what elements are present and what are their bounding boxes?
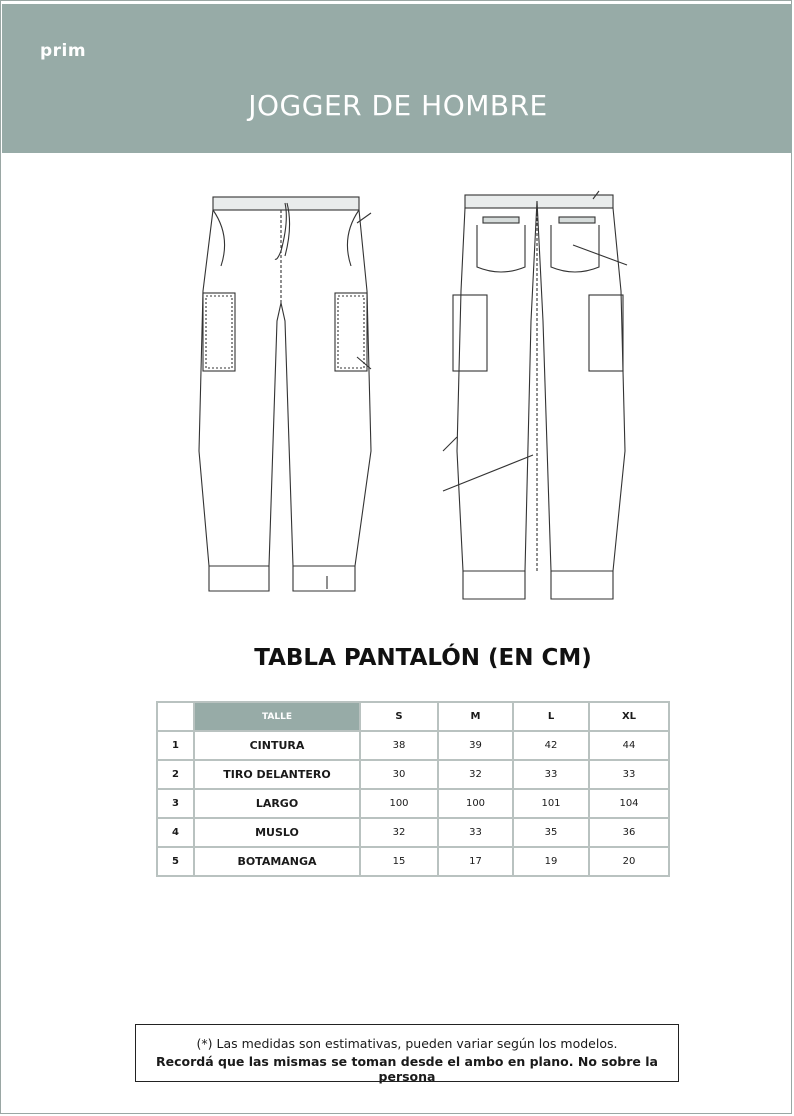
page-title: JOGGER DE HOMBRE — [248, 89, 548, 122]
table-row — [157, 847, 669, 876]
table-cell: 36 — [589, 818, 669, 847]
table-header-cell: M — [438, 702, 513, 731]
table-header-cell: L — [513, 702, 589, 731]
row-number: 3 — [157, 789, 194, 818]
table-row — [157, 760, 669, 789]
row-number: 4 — [157, 818, 194, 847]
row-measure: BOTAMANGA — [194, 847, 360, 876]
table-header-cell: S — [360, 702, 438, 731]
table-row — [157, 818, 669, 847]
row-measure: CINTURA — [194, 731, 360, 760]
table-cell: 32 — [360, 818, 438, 847]
table-cell: 44 — [589, 731, 669, 760]
table-cell: 15 — [360, 847, 438, 876]
header-banner — [2, 4, 792, 153]
brand-logo: prim — [40, 41, 87, 61]
table-cell: 35 — [513, 818, 589, 847]
table-cell: 20 — [589, 847, 669, 876]
table-cell: 33 — [438, 818, 513, 847]
back-view-drawing — [443, 191, 627, 599]
table-cell: 100 — [360, 789, 438, 818]
front-view-drawing — [199, 197, 371, 591]
row-number: 5 — [157, 847, 194, 876]
table-cell: 38 — [360, 731, 438, 760]
table-cell: 33 — [589, 760, 669, 789]
size-table — [156, 701, 670, 877]
table-header-cell: XL — [589, 702, 669, 731]
table-cell: 32 — [438, 760, 513, 789]
disclaimer-note — [135, 1024, 679, 1082]
table-header-talle: TALLE — [194, 702, 360, 731]
disclaimer-line-2: Recordá que las mismas se toman desde el ambo en plano. No sobre la persona — [156, 1054, 658, 1084]
table-cell: 42 — [513, 731, 589, 760]
row-measure: LARGO — [194, 789, 360, 818]
table-cell: 100 — [438, 789, 513, 818]
disclaimer-line-1: (*) Las medidas son estimativas, pueden variar según los modelos. — [196, 1036, 618, 1051]
table-cell: 17 — [438, 847, 513, 876]
table-header-row — [157, 702, 669, 731]
table-header-cell — [157, 702, 194, 731]
row-measure: TIRO DELANTERO — [194, 760, 360, 789]
size-table-title: TABLA PANTALÓN (EN CM) — [254, 645, 592, 671]
row-number: 2 — [157, 760, 194, 789]
table-cell: 30 — [360, 760, 438, 789]
table-cell: 104 — [589, 789, 669, 818]
table-row — [157, 731, 669, 760]
row-number: 1 — [157, 731, 194, 760]
table-cell: 101 — [513, 789, 589, 818]
table-cell: 39 — [438, 731, 513, 760]
table-cell: 19 — [513, 847, 589, 876]
jogger-technical-drawing — [181, 181, 651, 611]
table-cell: 33 — [513, 760, 589, 789]
row-measure: MUSLO — [194, 818, 360, 847]
table-row — [157, 789, 669, 818]
